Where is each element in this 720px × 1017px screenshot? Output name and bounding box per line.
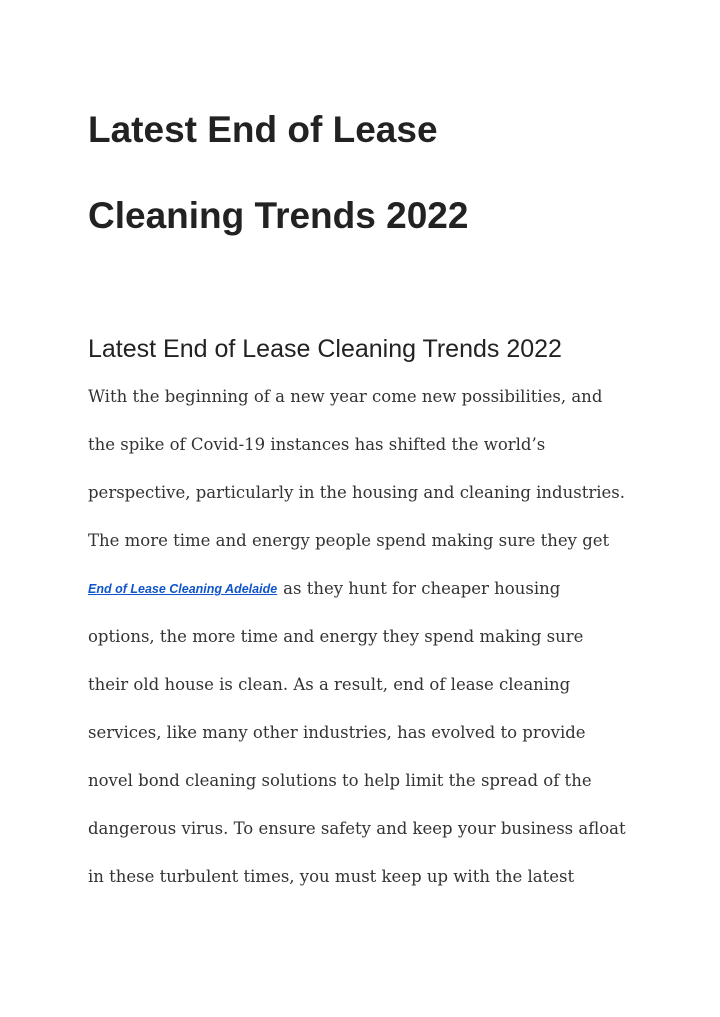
paragraph-line: options, the more time and energy they spend making sure xyxy=(88,627,584,646)
paragraph-line: The more time and energy people spend making sure they get xyxy=(88,531,610,550)
paragraph-line: dangerous virus. To ensure safety and keep your business afloat xyxy=(88,819,626,838)
paragraph-line: in these turbulent times, you must keep up with the latest xyxy=(88,867,575,886)
end-of-lease-cleaning-adelaide-link[interactable]: End of Lease Cleaning Adelaide xyxy=(88,582,278,596)
document-title-line-1: Latest End of Lease xyxy=(88,109,438,150)
section-heading: Latest End of Lease Cleaning Trends 2022 xyxy=(88,335,562,363)
paragraph-line: perspective, particularly in the housing and cleaning industries. xyxy=(88,483,625,502)
paragraph-line: novel bond cleaning solutions to help limit the spread of the xyxy=(88,771,592,790)
paragraph-line: services, like many other industries, has evolved to provide xyxy=(88,723,586,742)
document-title-line-2: Cleaning Trends 2022 xyxy=(88,195,469,236)
paragraph-line: With the beginning of a new year come new possibilities, and xyxy=(88,387,603,406)
paragraph-line: the spike of Covid-19 instances has shifted the world’s xyxy=(88,435,546,454)
paragraph-line-with-link xyxy=(88,581,560,598)
paragraph-line: their old house is clean. As a result, end of lease cleaning xyxy=(88,675,571,694)
paragraph-line-text: as they hunt for cheaper housing xyxy=(283,579,561,598)
